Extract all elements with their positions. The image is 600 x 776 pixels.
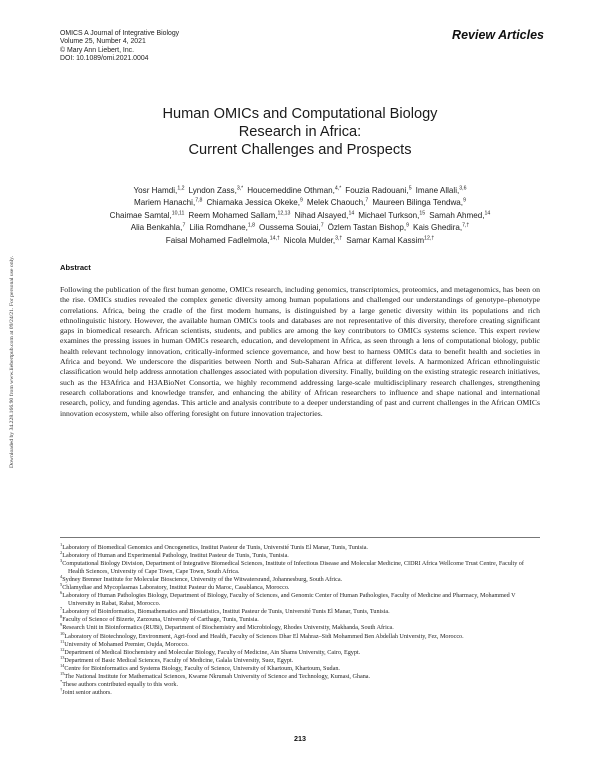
author-affiliation-mark: 14 bbox=[348, 210, 355, 217]
author-affiliation-mark: 1,2 bbox=[177, 185, 185, 192]
author-line bbox=[40, 210, 560, 222]
author bbox=[372, 198, 466, 207]
abstract-text: Following the publication of the first human genome, OMICs research, including genomics, transcriptomics, proteomics, and metagenomics, has been on the rise. OMICs studies revealed the complex genetic diversity among human populations and challenged our understandings of genotype–phenotype correlations. Africa, being the cradle of the first modern humans, is distinguished by a large genetic diversity within its populations and rich ethnolinguistic history. However, the available human OMICs tools and databases are not representative of this diversity, therefore creating significant gaps in biomedical research. African scientists, students, and publics are among the key contributors to OMICs systems science. This expert review examines the pressing issues in human OMICs research, education, and development in Africa, as seen through a lens of computational biology, public health relevant technology innovation, critically-informed science governance, and how best to harness OMICs data to benefit health and societies in Africa and beyond. We underscore the disparities between North and Sub-Saharan Africa at different levels. A harmonized African ethnolinguistic classification would help address annotation challenges associated with population diversity. Finally, building on the existing strategic research initiatives, such as the H3Africa and H3ABioNet Consortia, we highly recommend addressing large-scale multidisciplinary research challenges, strengthening research collaborations and knowledge transfer, and enhancing the ability of African researchers to influence and shape national and international research, policy, and funding agendas. This article and analysis contribute to a deeper understanding of past and current challenges in the African OMICs innovation ecosystem, while also offering foresight on future innovation trajectories. bbox=[60, 285, 540, 418]
author-line bbox=[40, 185, 560, 197]
affiliation-mark: 7 bbox=[60, 606, 63, 612]
author bbox=[284, 236, 343, 245]
author bbox=[416, 186, 467, 195]
title-line: Current Challenges and Prospects bbox=[188, 142, 412, 158]
article-title bbox=[70, 105, 530, 159]
author-name: Reem Mohamed Sallam, bbox=[188, 210, 278, 220]
author-name: Chiamaka Jessica Okeke, bbox=[206, 198, 301, 208]
author bbox=[206, 198, 302, 207]
author-affiliation-mark: 3,† bbox=[335, 234, 343, 241]
affiliation-item bbox=[60, 560, 540, 576]
affiliation-text: Joint senior authors. bbox=[62, 689, 112, 696]
footnote-divider bbox=[60, 537, 540, 538]
affiliation-text: Laboratory of Biotechnology, Environment, Agri-food and Health, Faculty of Sciences Dhar El Mahraz–Sidi Mohammed Ben Abdellah University, Fez, Morocco. bbox=[64, 633, 464, 640]
author-name: Maureen Bilinga Tendwa, bbox=[372, 198, 464, 208]
author-affiliation-mark: 3,6 bbox=[459, 185, 467, 192]
author-affiliation-mark: 7 bbox=[182, 222, 186, 229]
affiliation-item bbox=[60, 630, 540, 641]
author-affiliation-mark: 4,* bbox=[334, 185, 342, 192]
author-affiliation-mark: 12,13 bbox=[277, 210, 291, 217]
download-notice-text: Downloaded by 34.228.166.90 from www.liebertpub.com at 09/24/21. For personal use only. bbox=[9, 255, 15, 469]
affiliation-item bbox=[60, 638, 540, 649]
author-name: Samah Ahmed, bbox=[429, 210, 485, 220]
author-name: Lyndon Zass, bbox=[188, 186, 237, 195]
affiliation-text: Computational Biology Division, Department of Integrative Biomedical Sciences, Institute of Infectious Disease and Molecular Medicine, CIDRI Africa Wellcome Trust Centre, Faculty of Health Sciences, University of Cape Town, Cape Town, South Africa. bbox=[62, 561, 524, 576]
affiliation-mark: † bbox=[60, 686, 63, 692]
affiliation-mark: 6 bbox=[60, 590, 63, 596]
title-line: Research in Africa: bbox=[238, 124, 362, 140]
author bbox=[346, 236, 434, 245]
author-name: Oussema Souiai, bbox=[259, 223, 321, 233]
affiliation-text: University of Mohamed Premier, Oujda, Morocco. bbox=[64, 641, 189, 648]
author-name: Melek Chaouch, bbox=[306, 198, 366, 208]
affiliation-mark: 10 bbox=[60, 630, 65, 636]
title-line: Human OMICs and Computational Biology bbox=[162, 106, 438, 122]
affiliation-item bbox=[60, 541, 540, 552]
affiliation-item bbox=[60, 616, 540, 624]
author-affiliation-mark: 1,8 bbox=[247, 222, 256, 229]
author-affiliation-mark: 7,† bbox=[462, 222, 470, 229]
affiliation-mark: 5 bbox=[60, 582, 63, 588]
author bbox=[134, 198, 202, 207]
affiliation-item bbox=[60, 678, 540, 689]
author bbox=[247, 186, 341, 195]
journal-name: OMICS A Journal of Integrative Biology bbox=[60, 30, 180, 37]
affiliation-text: Laboratory of Human and Experimental Pathology, Institut Pasteur de Tunis, Tunis, Tunisia. bbox=[62, 553, 289, 560]
author bbox=[189, 186, 244, 195]
author bbox=[189, 223, 255, 232]
affiliation-mark: 12 bbox=[60, 646, 65, 652]
author-line bbox=[40, 235, 560, 247]
author bbox=[259, 223, 324, 232]
affiliation-item bbox=[60, 592, 540, 608]
affiliation-mark: 8 bbox=[60, 614, 63, 620]
affiliation-item bbox=[60, 584, 540, 592]
journal-doi[interactable]: DOI: 10.1089/omi.2021.0004 bbox=[60, 55, 149, 63]
author bbox=[110, 211, 185, 220]
affiliation-text: The National Institute for Mathematical Sciences, Kwame Nkrumah University of Science and Technology, Kumasi, Ghana. bbox=[64, 673, 371, 680]
author bbox=[131, 223, 186, 232]
section-label: Review Articles bbox=[452, 28, 544, 42]
author-affiliation-mark: 14 bbox=[484, 210, 491, 217]
affiliation-item bbox=[60, 624, 540, 632]
journal-volume: Volume 25, Number 4, 2021 bbox=[60, 38, 146, 46]
author-affiliation-mark: 14,† bbox=[269, 234, 280, 241]
affiliation-text: Research Unit in Bioinformatics (RUBi), Department of Biochemistry and Microbiology, Rhodes University, Makhanda, South Africa. bbox=[62, 625, 394, 632]
author-affiliation-mark: 7 bbox=[365, 197, 369, 204]
affiliation-mark: 2 bbox=[60, 550, 63, 555]
author bbox=[307, 198, 368, 207]
page-number: 213 bbox=[294, 734, 306, 743]
affiliation-text: Department of Medical Biochemistry and Molecular Biology, Faculty of Medicine, Ain Shams University, Cairo, Egypt. bbox=[64, 649, 361, 656]
abstract-heading: Abstract bbox=[60, 263, 91, 272]
journal-meta bbox=[60, 30, 179, 64]
author-name: Faisal Mohamed Fadlelmola, bbox=[165, 235, 270, 245]
author-name: Yosr Hamdi, bbox=[133, 186, 178, 195]
affiliation-item bbox=[60, 552, 540, 560]
affiliation-item bbox=[60, 686, 540, 697]
affiliation-list bbox=[60, 541, 540, 697]
author bbox=[294, 211, 354, 220]
affiliation-text: Sydney Brenner Institute for Molecular Bioscience, University of the Witwatersrand, Johannesburg, South Africa. bbox=[62, 577, 343, 584]
author-affiliation-mark: 3,* bbox=[236, 185, 244, 192]
affiliation-mark: 9 bbox=[60, 622, 63, 628]
affiliation-item bbox=[60, 608, 540, 616]
author bbox=[328, 223, 409, 232]
author-affiliation-mark: 15 bbox=[419, 210, 426, 217]
affiliation-mark: 3 bbox=[60, 558, 63, 564]
author bbox=[134, 186, 185, 195]
author bbox=[429, 211, 490, 220]
affiliation-text: Centre for Bioinformatics and Systems Biology, Faculty of Science, University of Khartoum, Khartoum, Sudan. bbox=[64, 665, 340, 672]
affiliation-item bbox=[60, 576, 540, 584]
journal-copyright: © Mary Ann Liebert, Inc. bbox=[60, 46, 135, 54]
author bbox=[345, 186, 411, 195]
author-list bbox=[40, 185, 560, 247]
affiliation-text: Department of Basic Medical Sciences, Faculty of Medicine, Galala University, Suez, Egypt. bbox=[64, 657, 294, 664]
author-line bbox=[40, 222, 560, 234]
affiliation-mark: 4 bbox=[60, 574, 63, 580]
author-affiliation-mark: 9 bbox=[300, 197, 303, 204]
author-name: Imane Allali, bbox=[415, 186, 460, 195]
author-name: Alia Benkahla, bbox=[130, 223, 183, 233]
author-name: Kais Ghedira, bbox=[413, 223, 463, 233]
author bbox=[166, 236, 280, 245]
author-name: Fouzia Radouani, bbox=[345, 186, 409, 195]
author-name: Mariem Hanachi, bbox=[134, 198, 196, 208]
affiliation-text: Laboratory of Biomedical Genomics and Oncogenetics, Institut Pasteur de Tunis, Université Tunis El Manar, Tunis, Tunisia. bbox=[62, 545, 368, 551]
author-affiliation-mark: 7 bbox=[320, 222, 324, 229]
affiliation-text: These authors contributed equally to this work. bbox=[62, 681, 178, 688]
affiliation-mark: 15 bbox=[60, 670, 65, 676]
author-name: Lilia Romdhane, bbox=[189, 223, 248, 233]
affiliation-mark: 11 bbox=[60, 638, 65, 644]
affiliation-mark: 14 bbox=[60, 662, 65, 668]
author-name: Özlem Tastan Bishop, bbox=[327, 223, 407, 233]
author-affiliation-mark: 10,11 bbox=[171, 210, 185, 217]
author-name: Houcemeddine Othman, bbox=[247, 186, 335, 195]
affiliation-item bbox=[60, 646, 540, 657]
author-name: Nicola Mulder, bbox=[283, 235, 336, 245]
author-affiliation-mark: 9 bbox=[463, 197, 466, 204]
author-name: Michael Turkson, bbox=[358, 210, 420, 220]
affiliation-text: Chlamydiae and Mycoplasmas Laboratory, Institut Pasteur du Maroc, Casablanca, Morocco. bbox=[62, 585, 290, 592]
affiliation-mark: 13 bbox=[60, 654, 65, 660]
affiliation-item bbox=[60, 654, 540, 665]
author-affiliation-mark: 12,† bbox=[424, 234, 435, 241]
author bbox=[188, 211, 290, 220]
author bbox=[413, 223, 469, 232]
author-affiliation-mark: 7,8 bbox=[195, 197, 203, 204]
affiliation-mark: * bbox=[60, 678, 63, 684]
affiliation-text: Laboratory of Bioinformatics, Biomathematics and Biostatistics, Institut Pasteur de Tunis, Université Tunis El Manar, Tunis, Tunisia. bbox=[62, 609, 390, 616]
affiliation-item bbox=[60, 670, 540, 681]
affiliation-text: Faculty of Science of Bizerte, Zarzouna, University of Carthage, Tunis, Tunisia. bbox=[62, 617, 259, 624]
author-name: Samar Kamal Kassim bbox=[346, 235, 425, 245]
author-line bbox=[40, 197, 560, 209]
author-affiliation-mark: 5 bbox=[408, 185, 412, 192]
affiliation-text: Laboratory of Human Pathologies Biology, Department of Biology, Faculty of Sciences, and Genomic Center of Human Pathologies, Faculty of Medicine and Pharmacy, Mohammed V University in Rabat, Rabat, Morocco. bbox=[62, 593, 516, 608]
affiliation-mark: 1 bbox=[60, 541, 63, 547]
author-affiliation-mark: 9 bbox=[406, 222, 410, 229]
download-notice bbox=[6, 190, 18, 535]
author bbox=[358, 211, 425, 220]
affiliation-item bbox=[60, 662, 540, 673]
author-name: Nihad Alsayed, bbox=[294, 210, 349, 220]
author-name: Chaimae Samtal, bbox=[109, 210, 172, 220]
